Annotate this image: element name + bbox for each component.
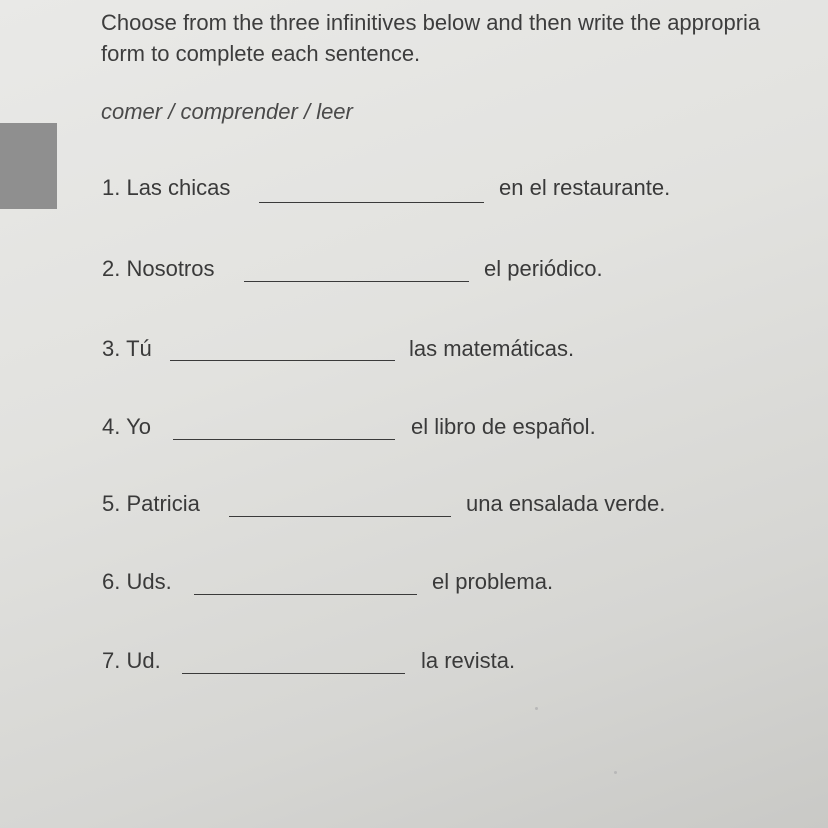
answer-blank[interactable] [259, 202, 484, 203]
instructions [101, 7, 828, 69]
sentence-row-4 [0, 414, 828, 454]
sentence-row-2 [0, 256, 828, 296]
sentence-ending: en el restaurante. [499, 175, 671, 200]
sentence-row-6 [0, 569, 828, 609]
instructions-line-2: form to complete each sentence. [101, 41, 421, 66]
sentence-subject: 6. Uds. [102, 569, 172, 594]
sentence-row-3 [0, 336, 828, 376]
answer-blank[interactable] [244, 281, 469, 282]
sentence-subject: 1. Las chicas [102, 175, 231, 200]
answer-blank[interactable] [173, 439, 395, 440]
sentence-subject: 5. Patricia [102, 491, 200, 516]
sentence-subject: 3. Tú [102, 336, 152, 361]
sentence-row-1 [0, 175, 828, 215]
sentence-row-5 [0, 491, 828, 531]
sentence-subject: 4. Yo [102, 414, 151, 439]
sentence-ending: el periódico. [484, 256, 603, 281]
sentence-subject: 7. Ud. [102, 648, 161, 673]
paper-speck [614, 771, 617, 774]
infinitive-options: comer / comprender / leer [101, 99, 353, 124]
sentence-row-7 [0, 648, 828, 688]
sentence-subject: 2. Nosotros [102, 256, 215, 281]
instructions-line-1: Choose from the three infinitives below and then write the appropria [101, 10, 761, 35]
answer-blank[interactable] [182, 673, 405, 674]
answer-blank[interactable] [229, 516, 451, 517]
sentence-ending: la revista. [421, 648, 516, 673]
sentence-ending: las matemáticas. [409, 336, 575, 361]
answer-blank[interactable] [170, 360, 395, 361]
paper-speck [535, 707, 538, 710]
sentence-ending: el problema. [432, 569, 554, 594]
sentence-ending: el libro de español. [411, 414, 596, 439]
sentence-ending: una ensalada verde. [466, 491, 666, 516]
answer-blank[interactable] [194, 594, 417, 595]
